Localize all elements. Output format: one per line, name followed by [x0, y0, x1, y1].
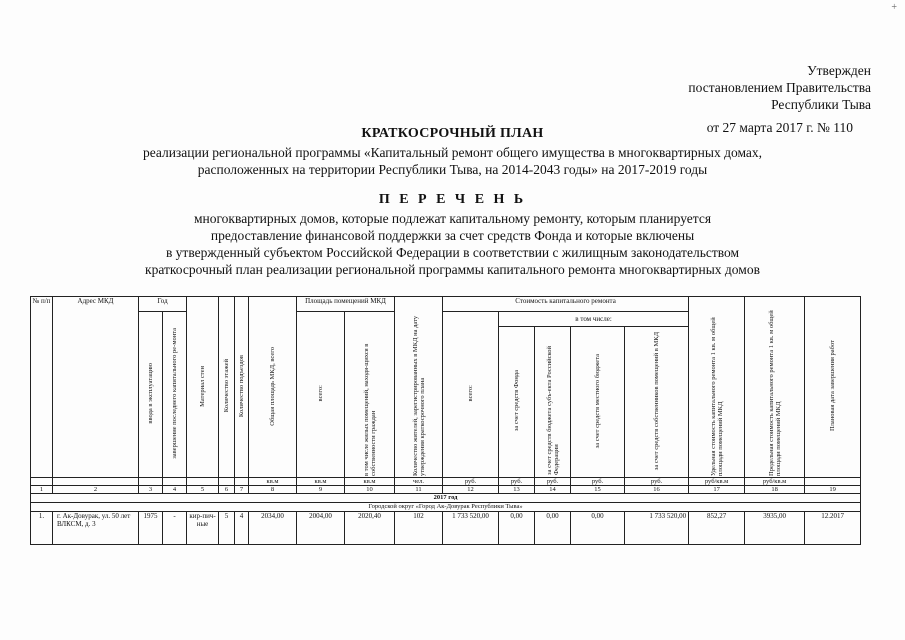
column-number: 5 — [187, 486, 219, 494]
header-num: № п/п — [31, 297, 53, 478]
header-floors-label: Количество этажей — [223, 359, 231, 413]
unit-cell: кв.м — [297, 478, 345, 486]
cell-entrances: 4 — [235, 512, 249, 545]
header-year-in — [139, 312, 163, 478]
header-total-area — [249, 297, 297, 478]
header-local-budget — [571, 327, 625, 478]
unit-cell: руб/кв.м — [745, 478, 805, 486]
header-cost-all — [443, 312, 499, 478]
header-subject-budget-label: за счет средств бюджета субъ-екта Российской Федерации — [545, 345, 560, 475]
column-number: 4 — [163, 486, 187, 494]
header-total-area-label: Общая площадь МКД, всего — [269, 346, 277, 426]
plan-table — [30, 296, 861, 545]
column-number: 9 — [297, 486, 345, 494]
column-number: 3 — [139, 486, 163, 494]
cell-fund: 0,00 — [499, 512, 535, 545]
cell-num: 1. — [31, 512, 53, 545]
unit-cell: руб. — [571, 478, 625, 486]
unit-cell: руб. — [443, 478, 499, 486]
column-number: 19 — [805, 486, 861, 494]
units-row — [31, 478, 861, 486]
header-fund — [499, 327, 535, 478]
description-line-4: краткосрочный план реализации региональной программы капитального ремонта многоквартирных домов — [145, 262, 760, 277]
cell-wall: кир-пич-ные — [187, 512, 219, 545]
cell-year-repair: - — [163, 512, 187, 545]
column-number: 17 — [689, 486, 745, 494]
column-number: 10 — [345, 486, 395, 494]
header-year-in-label: ввода в эксплуатацию — [147, 363, 154, 424]
table-row — [31, 512, 861, 545]
cell-owners: 1 733 520,00 — [625, 512, 689, 545]
column-number: 6 — [219, 486, 235, 494]
header-plan-date — [805, 297, 861, 478]
header-year: Год — [139, 297, 187, 312]
column-number: 11 — [395, 486, 443, 494]
unit-cell: руб. — [499, 478, 535, 486]
header-entrances — [235, 297, 249, 478]
column-number: 2 — [53, 486, 139, 494]
approval-line-2: постановлением Правительства — [688, 80, 871, 95]
cell-local-budget: 0,00 — [571, 512, 625, 545]
cell-subject-budget: 0,00 — [535, 512, 571, 545]
cell-plan-date: 12.2017 — [805, 512, 861, 545]
list-description — [0, 210, 905, 278]
header-area-all-label: всего: — [317, 385, 325, 402]
unit-cell: руб/кв.м — [689, 478, 745, 486]
column-numbers-row — [31, 486, 861, 494]
document-subtitle — [0, 144, 905, 178]
header-local-budget-label: за счет средств местного бюджета — [594, 353, 602, 449]
document-title: КРАТКОСРОЧНЫЙ ПЛАН — [361, 126, 544, 141]
header-owners — [625, 327, 689, 478]
subtitle-line-1: реализации региональной программы «Капитальный ремонт общего имущества в многоквартирных домах, — [142, 145, 763, 160]
header-residents-label: Количество жителей, зарегистрированных в МКД на дату утверждения краткосрочного плана — [411, 315, 426, 476]
unit-cell — [219, 478, 235, 486]
list-title: П Е Р Е Ч Е Н Ь — [378, 192, 527, 207]
cell-total-area: 2034,00 — [249, 512, 297, 545]
header-wall-material — [187, 297, 219, 478]
header-subject-budget — [535, 327, 571, 478]
cell-floors: 5 — [219, 512, 235, 545]
approval-date: от 27 марта 2017 г. № 110 — [706, 120, 853, 135]
header-including: в том числе: — [499, 312, 689, 327]
header-unit-cost — [689, 297, 745, 478]
corner-mark: + — [891, 2, 897, 13]
header-residents — [395, 297, 443, 478]
column-number: 14 — [535, 486, 571, 494]
header-area-residential-label: в том числе жилых помещений, находя-щихся в собственности граждан — [362, 343, 377, 476]
district-band-row — [31, 503, 861, 512]
district-band: Городской округ «Город Ак-Довурак Республики Тыва» — [31, 503, 861, 512]
column-number: 12 — [443, 486, 499, 494]
unit-cell — [187, 478, 219, 486]
header-unit-cost-label: Удельная стоимость капитального ремонта 1 кв. м общей площади помещений МКД — [709, 317, 724, 476]
unit-cell — [139, 478, 163, 486]
plan-table-container — [30, 296, 860, 545]
header-year-repair — [163, 312, 187, 478]
column-number: 7 — [235, 486, 249, 494]
header-entrances-label: Количество подъездов — [238, 354, 246, 418]
unit-cell — [53, 478, 139, 486]
cell-unit-cost: 852,27 — [689, 512, 745, 545]
unit-cell: чел. — [395, 478, 443, 486]
unit-cell: руб. — [625, 478, 689, 486]
header-plan-date-label: Плановая дата завершения работ — [829, 340, 837, 432]
approval-line-1: Утвержден — [807, 63, 871, 78]
column-number: 18 — [745, 486, 805, 494]
header-floors — [219, 297, 235, 478]
header-cost-group: Стоимость капитального ремонта — [443, 297, 689, 312]
cell-address: г. Ак-Довурак, ул. 50 лет ВЛКСМ, д. 3 — [53, 512, 139, 545]
header-area-group: Площадь помещений МКД — [297, 297, 395, 312]
header-owners-label: за счет средств собственников помещений в МКД — [653, 331, 661, 471]
year-band-row — [31, 494, 861, 503]
cell-residents: 102 — [395, 512, 443, 545]
column-number: 15 — [571, 486, 625, 494]
cell-area-residential: 2020,40 — [345, 512, 395, 545]
header-limit-cost-label: Предельная стоимость капитального ремонта 1 кв. м общей площади помещений МКД — [767, 310, 782, 476]
cell-limit-cost: 3935,00 — [745, 512, 805, 545]
header-area-all — [297, 312, 345, 478]
year-band: 2017 год — [31, 494, 861, 503]
unit-cell: кв.м — [345, 478, 395, 486]
cell-area-all: 2004,00 — [297, 512, 345, 545]
approval-block — [688, 62, 871, 136]
unit-cell — [163, 478, 187, 486]
unit-cell: руб. — [535, 478, 571, 486]
header-year-repair-label: завершение последнего капитального ре-монта — [171, 328, 178, 459]
unit-cell — [31, 478, 53, 486]
header-wall-material-label: Материал стен — [199, 365, 207, 407]
header-address: Адрес МКД — [53, 297, 139, 478]
column-number: 13 — [499, 486, 535, 494]
description-line-3: в утвержденный субъектом Российской Федерации в соответствии с жилищным законодательством — [165, 245, 740, 260]
cell-cost-all: 1 733 520,00 — [443, 512, 499, 545]
description-line-1: многоквартирных домов, которые подлежат капитальному ремонту, которым планируется — [193, 211, 712, 226]
unit-cell — [805, 478, 861, 486]
unit-cell — [235, 478, 249, 486]
column-number: 8 — [249, 486, 297, 494]
cell-year-in: 1975 — [139, 512, 163, 545]
header-area-residential — [345, 312, 395, 478]
column-number: 16 — [625, 486, 689, 494]
description-line-2: предоставление финансовой поддержки за счет средств Фонда и которые включены — [210, 228, 695, 243]
header-limit-cost — [745, 297, 805, 478]
header-fund-label: за счет средств Фонда — [513, 370, 521, 432]
subtitle-line-2: расположенных на территории Республики Тыва, на 2014-2043 годы» на 2017-2019 годы — [197, 162, 708, 177]
approval-line-3: Республики Тыва — [771, 97, 871, 112]
unit-cell: кв.м — [249, 478, 297, 486]
column-number: 1 — [31, 486, 53, 494]
header-cost-all-label: всего: — [467, 385, 475, 402]
